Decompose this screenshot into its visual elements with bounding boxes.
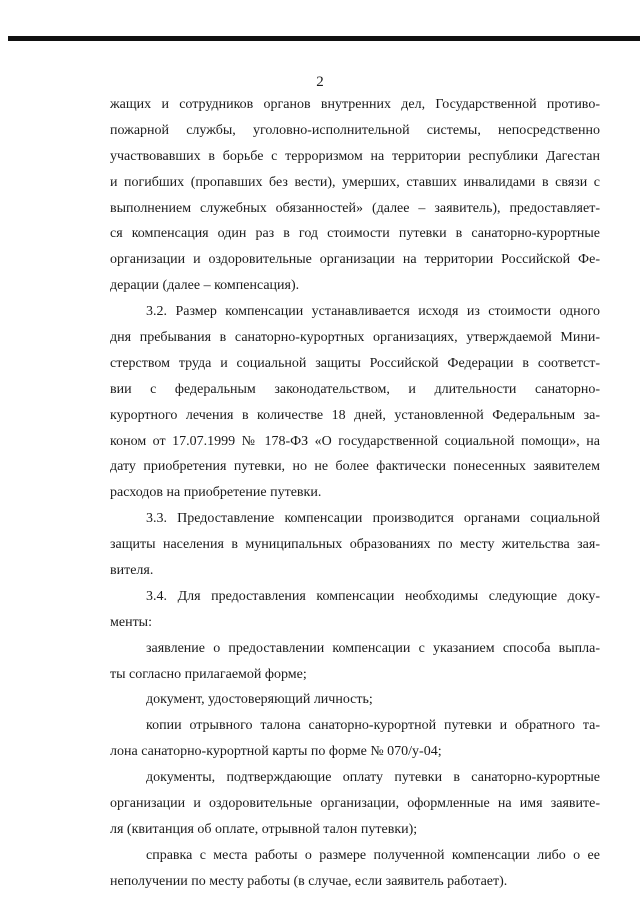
text-line: жащих и сотрудников органов внутренних дел, Государственной противо-: [110, 97, 600, 112]
text-line: 3.4. Для предоставления компенсации необходимы следующие доку-: [146, 588, 600, 604]
text-line: заявление о предоставлении компенсации с указанием способа выпла-: [146, 640, 600, 656]
document-body: [110, 92, 600, 895]
text-line: вии с федеральным законодательством, и длительности санаторно-: [110, 381, 600, 397]
text-line: копии отрывного талона санаторно-курортной путевки и обратного та-: [146, 718, 600, 734]
text-line: дату приобретения путевки, но не более фактически понесенных заявителем: [110, 459, 600, 475]
text-line: вителя.: [110, 563, 154, 579]
text-line: 3.3. Предоставление компенсации производится органами социальной: [146, 511, 600, 527]
text-line: документ, удостоверяющий личность;: [146, 692, 373, 708]
text-line: ля (квитанция об оплате, отрывной талон путевки);: [110, 821, 418, 837]
text-line: коном от 17.07.1999 № 178-ФЗ «О государственной социальной помощи», на: [110, 433, 600, 449]
text-line: защиты населения в муниципальных образованиях по месту жительства зая-: [110, 537, 600, 553]
text-line: 3.2. Размер компенсации устанавливается исходя из стоимости одного: [146, 304, 600, 320]
text-line: организации и оздоровительные организации на территории Российской Фе-: [110, 252, 600, 268]
text-line: менты:: [110, 614, 152, 630]
text-line: дня пребывания в санаторно-курортных организациях, утверждаемой Мини-: [110, 330, 600, 346]
text-line: дерации (далее – компенсация).: [110, 278, 300, 294]
text-line: ты согласно прилагаемой форме;: [110, 666, 307, 682]
text-line: стерством труда и социальной защиты Российской Федерации в соответст-: [110, 355, 600, 371]
text-line: документы, подтверждающие оплату путевки в санаторно-курортные: [146, 770, 600, 786]
text-line: пожарной службы, уголовно-исполнительной системы, непосредственно: [110, 122, 600, 138]
text-line: справка с места работы о размере полученной компенсации либо о ее: [146, 847, 600, 863]
text-line: участвовавших в борьбе с терроризмом на территории республики Дагестан: [110, 148, 600, 164]
page-number: 2: [316, 74, 324, 90]
text-line: ся компенсация один раз в год стоимости путевки в санаторно-курортные: [110, 226, 600, 242]
scan-top-border: [8, 36, 640, 41]
text-line: неполучении по месту работы (в случае, если заявитель работает).: [110, 873, 508, 889]
text-line: курортного лечения в количестве 18 дней, установленной Федеральным за-: [110, 407, 600, 423]
text-line: организации и оздоровительные организации, оформленные на имя заявите-: [110, 796, 600, 812]
text-line: выполнением служебных обязанностей» (далее – заявитель), предоставляет-: [110, 200, 600, 216]
text-line: и погибших (пропавших без вести), умерших, ставших инвалидами в связи с: [110, 174, 600, 190]
text-line: лона санаторно-курортной карты по форме № 070/у-04;: [110, 744, 442, 760]
text-line: расходов на приобретение путевки.: [110, 485, 322, 501]
